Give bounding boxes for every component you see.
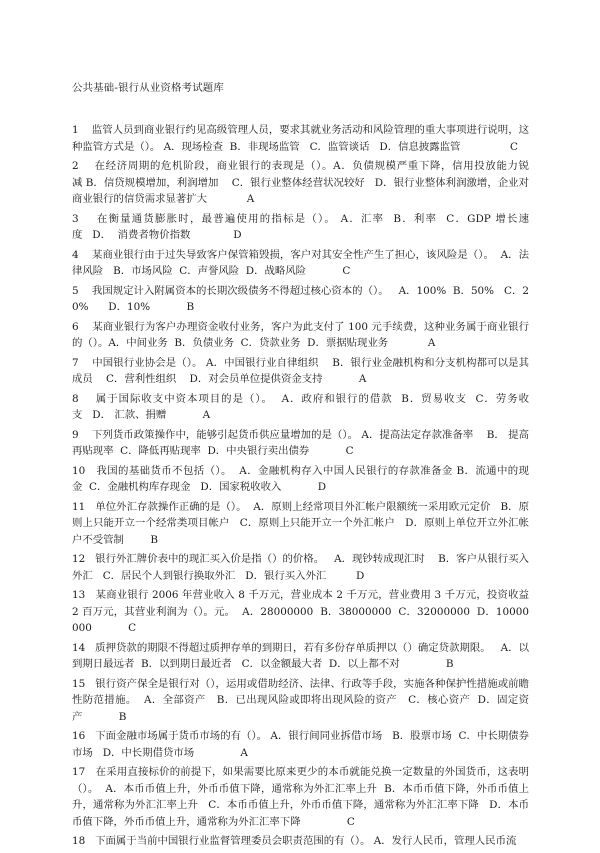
question-item: 13 某商业银行 2006 年营业收入 8 千万元，营业成本 2 千万元，营业费用 3 千万元，投资收益 2 百万元，其营业利润为（）。元。 A．28000000 B．38000000 C．32000000 D．10000000 C (72, 589, 529, 634)
question-item: 5 我国规定计入附属资本的长期次级债务不得超过核心资本的（）。 A．100% B．50% C．20% D．10% B (72, 284, 529, 313)
question-item: 10 我国的基础货币不包括（）。 A．金融机构存入中国人民银行的存款准备金 B．流通中的现金 C．金融机构库存现金 D．国家税收收入 D (72, 464, 529, 493)
question-item: 18 下面属于当前中国银行业监督管理委员会职责范围的有（）。 A．发行人民币，管理人民币流 (72, 835, 517, 847)
question-item: 15 银行资产保全是银行对（），运用或借助经济、法律、行政等手段，实施各种保护性措施或前瞻性防范措施。 A．全部资产 B．已出现风险或即将出现风险的资产 C．核心资产 D．固定资产 B (72, 677, 529, 723)
question-item: 8 属于国际收支中资本项目的是（）。 A．政府和银行的借款 B．贸易收支 C．劳务收支 D． 汇款、捐赠 A (72, 392, 529, 421)
question-item: 7 中国银行业协会是（）。 A．中国银行业自律组织 B．银行业金融机构和分支机构都可以是其成员 C．营利性组织 D．对会员单位提供资金支持 A (72, 356, 529, 385)
question-item: 9 下列货币政策操作中，能够引起货币供应量增加的是（）。 A．提高法定存款准备率 B． 提高再贴现率 C．降低再贴现率 D．中央银行卖出债券 C (72, 428, 529, 457)
question-item: 11 单位外汇存款操作正确的是（）。 A．原则上经常项目外汇帐户限额统一采用欧元定价 B．原则上只能开立一个经常类项目帐户 C．原则上只能开立一个外汇帐户 D．原则上单位开立外汇帐户不受管制 B (72, 500, 529, 546)
question-item: 4 某商业银行由于过失导致客户保管箱毁损，客户对其安全性产生了担心，该风险是（）。 A．法律风险 B．市场风险 C．声誉风险 D．战略风险 C (72, 248, 529, 277)
question-item: 12 银行外汇牌价表中的现汇买入价是指（）的价格。 A．现钞转成现汇时 B．客户从银行买入外汇 C．居民个人到银行换取外汇 D．银行买入外汇 D (72, 553, 529, 582)
question-list (72, 122, 529, 853)
question-item: 17 在采用直接标价的前提下，如果需要比原来更少的本币就能兑换一定数量的外国货币，这表明（）。 A．本币币值上升，外币币值下降，通常称为外汇汇率上升 B．本币币值下降，外币币值上升，通常称为外汇汇率上升 C．本币币值上升，外币币值下降，通常称为外汇汇率下降 D．本币币值下降，外币币值上升，通常称为外汇汇率下降 C (72, 766, 529, 828)
question-item: 3 在衡量通货膨胀时，最普遍使用的指标是（）。 A．汇率 B．利率 C．GDP 增长速度 D． 消费者物价指数 D (72, 212, 529, 241)
document-title: 公共基础-银行从业资格考试题库 (72, 82, 224, 94)
question-item: 6 某商业银行为客户办理资金收付业务，客户为此支付了 100 元手续费，这种业务属于商业银行的（）。A．中间业务 B．负债业务 C．贷款业务 D．票据贴现业务 A (72, 320, 529, 349)
question-item: 16 下面金融市场属于货币市场的有（）。 A．银行间同业拆借市场 B．股票市场 C．中长期债券市场 D．中长期借贷市场 A (72, 730, 529, 759)
question-item: 14 质押贷款的期限不得超过质押存单的到期日，若有多份存单质押以（）确定贷款期限。 A．以到期日最远者 B．以到期日最近者 C．以金额最大者 D．以上都不对 B (72, 641, 529, 670)
question-item: 2 在经济周期的危机阶段，商业银行的表现是（）。A．负债规模严重下降，信用投放能力锐减 B．信贷规模增加，利润增加 C．银行业整体经营状况较好 D．银行业整体利润激增，企业对商业银行的信贷需求显著扩大 A (72, 160, 529, 205)
question-item: 1 监管人员到商业银行约见高级管理人员，要求其就业务活动和风险管理的重大事项进行说明，这种监管方式是（）。 A．现场检查 B．非现场监管 C．监管谈话 D．信息披露监管 C (72, 124, 529, 153)
